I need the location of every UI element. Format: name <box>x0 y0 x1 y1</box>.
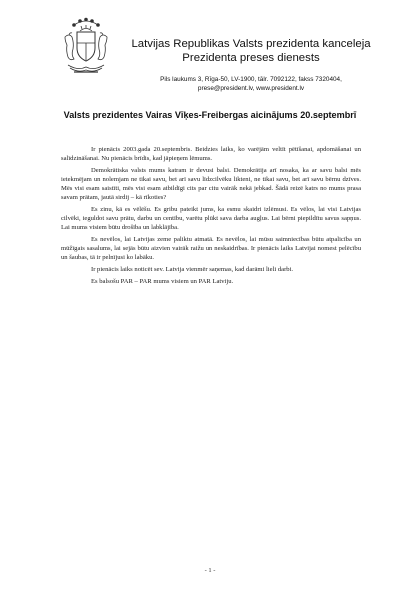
paragraph: Demokrātiska valsts mums katram ir devusi balsi. Demokrātija arī nosaka, ka ar savu balsi mēs ietekmējam un nolemjam ne tikai savu, bet arī savu līdzcilvēku likteni, ne tikai savu, bet arī savu bērnu dzīves. Mēs visi esam saistīti, mēs visi esam atbildīgi cits par citu vairāk nekā jebkad. Šādā reizē katrs no mums prasa savam prātam, jautā sirdij – kā rīkoties? <box>61 167 361 201</box>
paragraph: Ir pienācis laiks noticēt sev. Latvija vienmēr saņemas, kad darāmi lieli darbi. <box>91 266 294 273</box>
department-name: Prezidenta preses dienests <box>182 52 320 64</box>
document-title: Valsts prezidentes Vairas Vīķes-Freibergas aicinājums 20.septembrī <box>63 110 357 120</box>
paragraph: Ir pienācis 2003.gada 20.septembris. Beidzies laiks, ko varējām veltīt pētīšanai, apdomāšanai un salīdzināšanai. Nu pienācis brīdis, kad jāpieņem lēmums. <box>61 146 361 162</box>
header <box>116 37 386 93</box>
document-body <box>61 145 361 289</box>
contact-emails: prese@president.lv, www.president.lv <box>197 85 305 92</box>
org-name: Latvijas Republikas Valsts prezidenta kanceleja <box>131 38 371 50</box>
paragraph: Es balsošu PAR – PAR mums visiem un PAR Latviju. <box>91 278 234 285</box>
paragraph: Es nevēlos, lai Latvijas zeme paliktu atmatā. Es nevēlos, lai mūsu saimniecības būtu atpalicība un mūžīgais sasalums, lai sejās būtu aizvien vairāk raižu un neskaidrības. Ir pienācis laiks Latvijai nomest pelēcību un šaubas, tā ir pelnījusi ko labāku. <box>61 236 361 261</box>
contact-address: Pils laukums 3, Rīga-50, LV-1900, tālr. 7092122, fakss 7320404, <box>160 76 342 83</box>
coat-of-arms-icon <box>60 15 112 77</box>
page-number: - 1 - <box>204 567 216 574</box>
paragraph: Es zinu, kā es vēlēšu. Es gribu pateikt jums, ka esmu skaidri izlēmusi. Es vēlos, lai visi Latvijas cilvēki, ieguldot savu prātu, darbu un centību, varētu plūkt sava darba augļus. Lai bērni piepildītu savus sapņus. Lai mums visiem būtu drošība un labklājība. <box>61 206 361 231</box>
